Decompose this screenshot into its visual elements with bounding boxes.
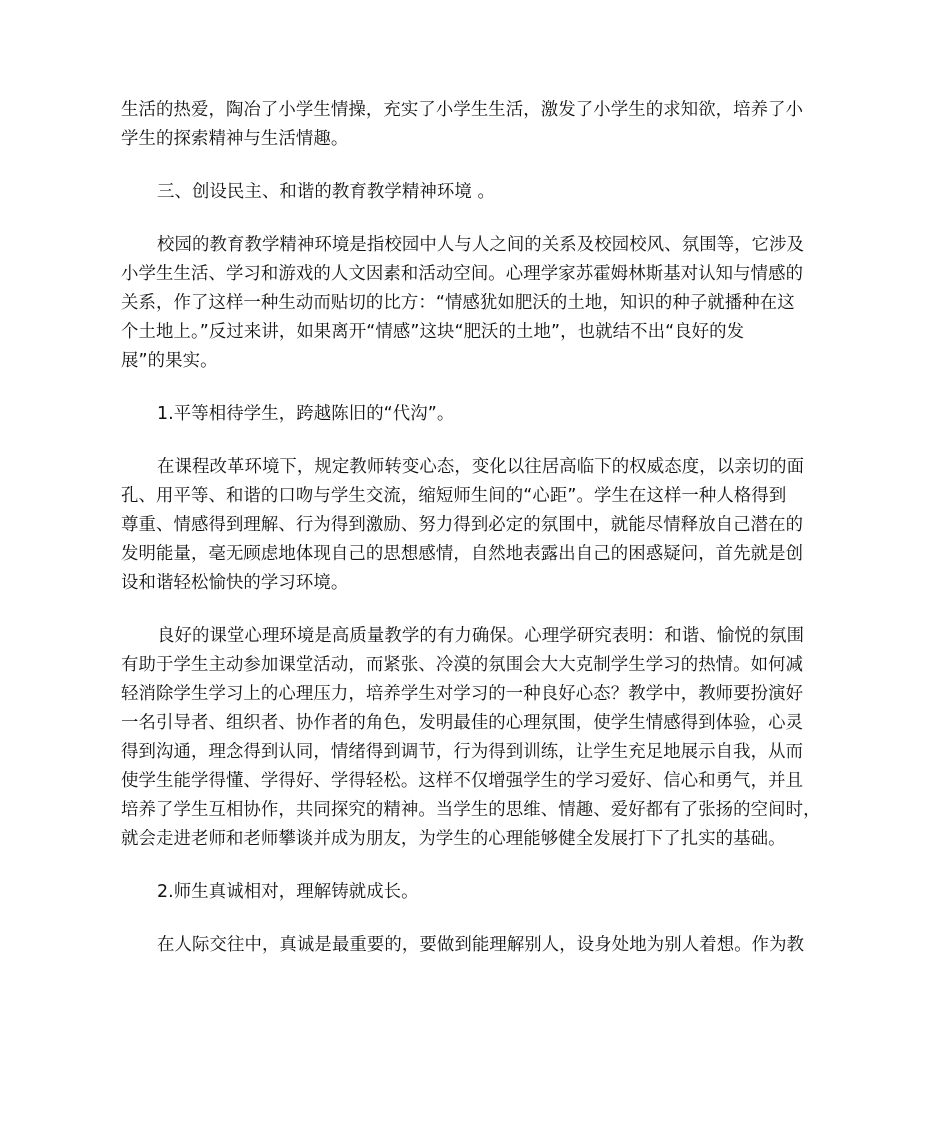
text-line: 良好的课堂心理环境是高质量教学的有力确保。心理学研究表明：和谐、愉悦的氛围 (157, 626, 805, 646)
text-line: 在课程改革环境下，规定教师转变心态，变化以往居高临下的权威态度，以亲切的面 (157, 457, 805, 477)
text-line: 一名引导者、组织者、协作者的角色，发明最佳的心理氛围，使学生情感得到体验，心灵 (121, 713, 804, 733)
text-line: 展”的果实。 (121, 351, 218, 371)
paragraph-curriculum-reform (121, 453, 841, 598)
text-line: 在人际交往中，真诚是最重要的，要做到能理解别人，设身处地为别人着想。作为教 (157, 935, 805, 955)
text-line: 使学生能学得懂、学得好、学得轻松。这样不仅增强学生的学习爱好、信心和勇气，并且 (121, 771, 804, 791)
paragraph-continuation (121, 96, 841, 154)
document-page (121, 96, 841, 984)
text-line: 孔、用平等、和谐的口吻与学生交流，缩短师生间的“心距”。学生在这样一种人格得到 (121, 486, 787, 506)
heading-text: 三、创设民主、和谐的教育教学精神环境 。 (157, 182, 495, 202)
text-line: 学生的探索精神与生活情趣。 (121, 129, 349, 149)
paragraph-classroom-environment (121, 622, 841, 854)
section-heading-3 (121, 178, 841, 207)
text-line: 个土地上。”反过来讲，如果离开“情感”这块“肥沃的土地”，也就结不出“良好的发 (121, 322, 745, 342)
text-line: 设和谐轻松愉快的学习环境。 (121, 573, 349, 593)
text-line: 校园的教育教学精神环境是指校园中人与人之间的关系及校园校风、氛围等，它涉及 (157, 235, 805, 255)
text-line: 生活的热爱，陶冶了小学生情操，充实了小学生生活，激发了小学生的求知欲，培养了小 (121, 100, 804, 120)
text-line: 发明能量，毫无顾虑地体现自己的思想感情，自然地表露出自己的困惑疑问，首先就是创 (121, 544, 804, 564)
text-line: 轻消除学生学习上的心理压力，培养学生对学习的一种良好心态？教学中，教师要扮演好 (121, 684, 804, 704)
text-line: 得到沟通，理念得到认同，情绪得到调节，行为得到训练，让学生充足地展示自我，从而 (121, 742, 804, 762)
text-line: 就会走进老师和老师攀谈并成为朋友，为学生的心理能够健全发展打下了扎实的基础。 (121, 829, 786, 849)
text-line: 小学生生活、学习和游戏的人文因素和活动空间。心理学家苏霍姆林斯基对认知与情感的 (121, 264, 804, 284)
text-line: 尊重、情感得到理解、行为得到激励、努力得到必定的氛围中，就能尽情释放自己潜在的 (121, 515, 804, 535)
heading-text: 2.师生真诚相对，理解铸就成长。 (157, 882, 419, 902)
text-line: 有助于学生主动参加课堂活动，而紧张、冷漠的氛围会大大克制学生学习的热情。如何减 (121, 655, 804, 675)
text-line: 关系，作了这样一种生动而贴切的比方：“情感犹如肥沃的土地，知识的种子就播种在这 (121, 293, 795, 313)
text-line: 培养了学生互相协作，共同探究的精神。当学生的思维、情趣、爱好都有了张扬的空间时， (121, 800, 821, 820)
subheading-2 (121, 878, 841, 907)
paragraph-sincerity (121, 931, 841, 960)
paragraph-campus-environment (121, 231, 841, 376)
heading-text: 1.平等相待学生，跨越陈旧的“代沟”。 (157, 404, 455, 424)
subheading-1 (121, 400, 841, 429)
